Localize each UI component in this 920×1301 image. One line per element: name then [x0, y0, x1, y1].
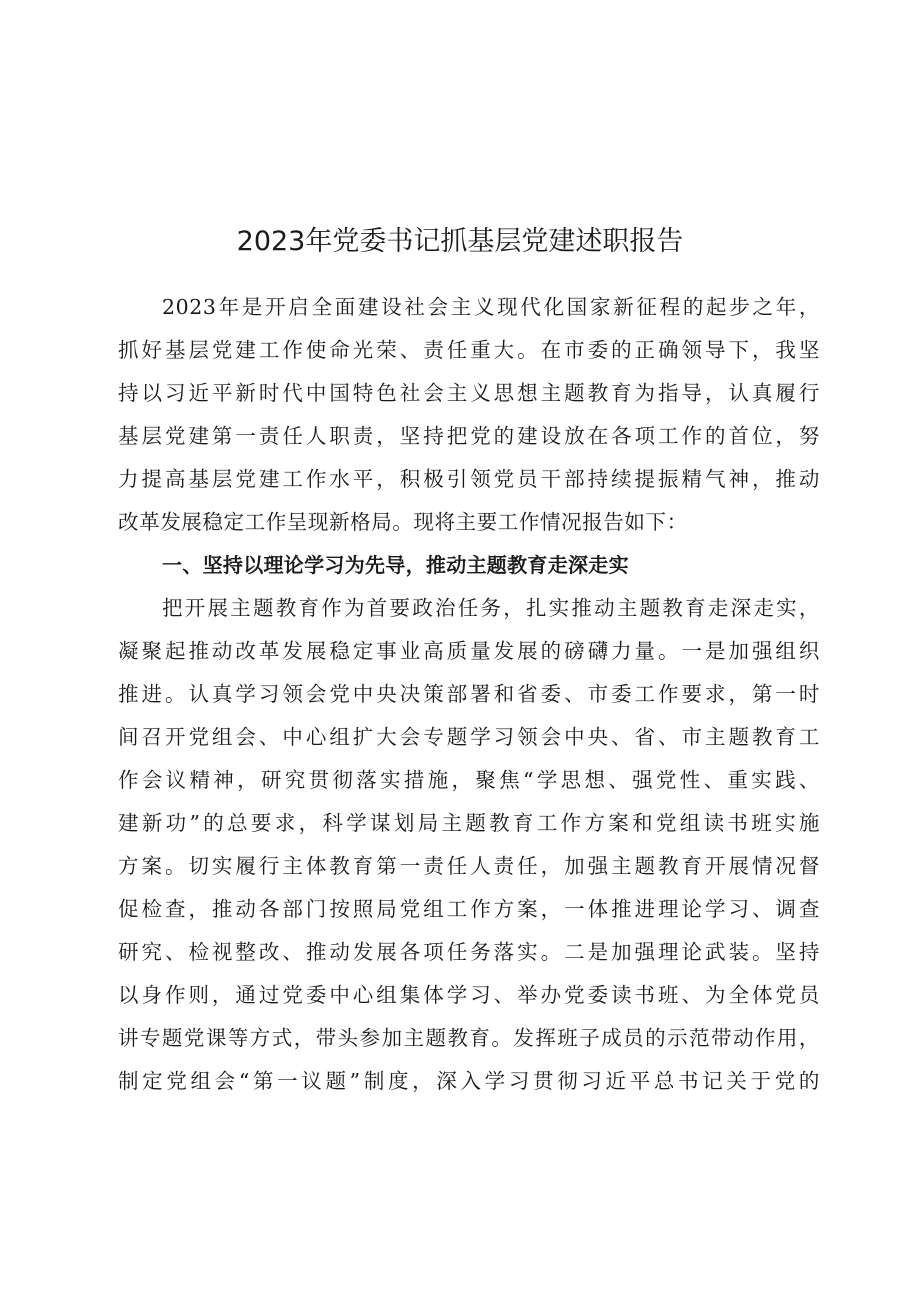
document-body — [118, 286, 820, 1093]
paragraph-2-line-4: 间召开党组会、中心组扩大会专题学习领会中央、省、市主题教育工 — [118, 725, 820, 749]
paragraph-2-line-11: 讲专题党课等方式，带头参加主题教育。发挥班子成员的示范带动作用， — [118, 1026, 820, 1050]
paragraph-2-line-8: 促检查，推动各部门按照局党组工作方案，一体推进理论学习、调查 — [118, 897, 820, 921]
paragraph-1-line-4: 基层党建第一责任人职责，坚持把党的建设放在各项工作的首位，努 — [118, 424, 820, 448]
paragraph-2-line-12: 制定党组会“第一议题”制度，深入学习贯彻习近平总书记关于党的 — [118, 1069, 820, 1093]
paragraph-1-line-5: 力提高基层党建工作水平，积极引领党员干部持续提振精气神，推动 — [118, 467, 820, 491]
paragraph-2-line-5: 作会议精神，研究贯彻落实措施，聚焦“学思想、强党性、重实践、 — [118, 768, 820, 792]
paragraph-2-line-6: 建新功”的总要求，科学谋划局主题教育工作方案和党组读书班实施 — [118, 811, 820, 835]
paragraph-1-line-2: 抓好基层党建工作使命光荣、责任重大。在市委的正确领导下，我坚 — [118, 338, 820, 362]
paragraph-2-line-10: 以身作则，通过党委中心组集体学习、举办党委读书班、为全体党员 — [118, 983, 820, 1007]
paragraph-2-line-9: 研究、检视整改、推动发展各项任务落实。二是加强理论武装。坚持 — [118, 940, 820, 964]
paragraph-2-line-7: 方案。切实履行主体教育第一责任人责任，加强主题教育开展情况督 — [118, 854, 820, 878]
section-1-heading: 一、坚持以理论学习为先导，推动主题教育走深走实 — [162, 553, 629, 577]
paragraph-1-line-6: 改革发展稳定工作呈现新格局。现将主要工作情况报告如下： — [118, 510, 688, 534]
paragraph-1-line-1: 2023年是开启全面建设社会主义现代化国家新征程的起步之年， — [162, 295, 820, 319]
paragraph-2-line-1: 把开展主题教育作为首要政治任务，扎实推动主题教育走深走实， — [162, 596, 820, 620]
paragraph-2-line-2: 凝聚起推动改革发展稳定事业高质量发展的磅礴力量。一是加强组织 — [118, 639, 820, 663]
paragraph-2-line-3: 推进。认真学习领会党中央决策部署和省委、市委工作要求，第一时 — [118, 682, 820, 706]
document-title: 2023年党委书记抓基层党建述职报告 — [236, 226, 684, 257]
paragraph-1-line-3: 持以习近平新时代中国特色社会主义思想主题教育为指导，认真履行 — [118, 381, 820, 405]
